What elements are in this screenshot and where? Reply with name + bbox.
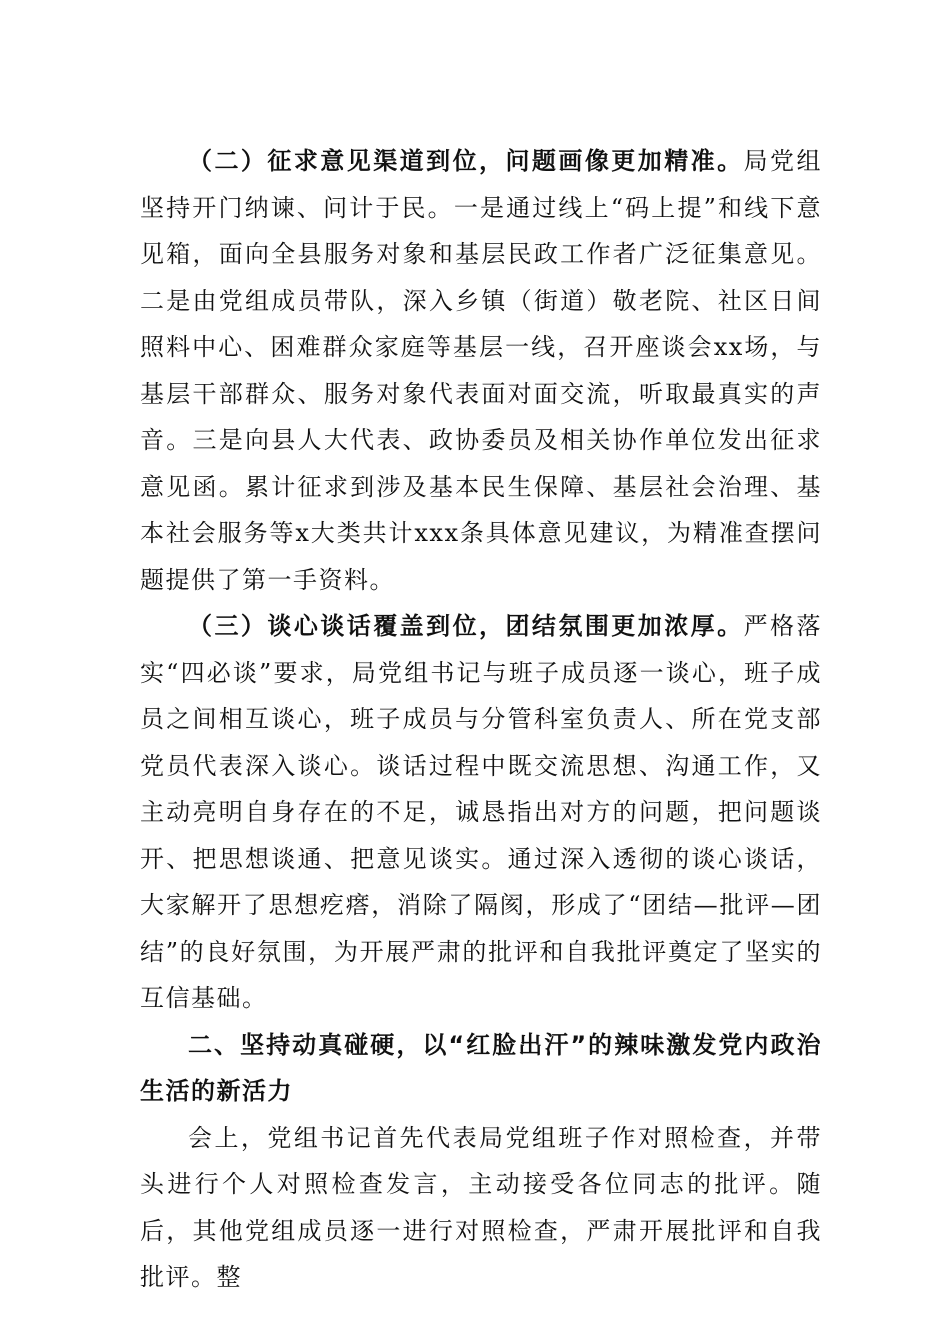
paragraph-section-2 — [140, 138, 822, 603]
heading-part-2: 二、坚持动真碰硬，以“红脸出汗”的辣味激发党内政治生活的新活力 — [140, 1030, 822, 1105]
paragraph-meeting: 会上，党组书记首先代表局党组班子作对照检查，并带头进行个人对照检查发言，主动接受各位同志的批评。随后，其他党组成员逐一进行对照检查，严肃开展批评和自我批评。整 — [140, 1123, 822, 1291]
paragraph-section-3 — [140, 603, 822, 1022]
document-body — [140, 138, 822, 1301]
paragraph-section-2-body: 局党组坚持开门纳谏、问计于民。一是通过线上“码上提”和线下意见箱，面向全县服务对象和基层民政工作者广泛征集意见。二是由党组成员带队，深入乡镇（街道）敬老院、社区日间照料中心、困难群众家庭等基层一线，召开座谈会xx场，与基层干部群众、服务对象代表面对面交流，听取最真实的声音。三是向县人大代表、政协委员及相关协作单位发出征求意见函。累计征求到涉及基本民生保障、基层社会治理、基本社会服务等x大类共计xxx条具体意见建议，为精准查摆问题提供了第一手资料。 — [140, 147, 823, 594]
paragraph-section-3-body: 严格落实“四必谈”要求，局党组书记与班子成员逐一谈心，班子成员之间相互谈心，班子成员与分管科室负责人、所在党支部党员代表深入谈心。谈话过程中既交流思想、沟通工作，又主动亮明自身存在的不足，诚恳指出对方的问题，把问题谈开、把思想谈通、把意见谈实。通过深入透彻的谈心谈话，大家解开了思想疙瘩，消除了隔阂，形成了“团结—批评—团结”的良好氛围，为开展严肃的批评和自我批评奠定了坚实的互信基础。 — [140, 612, 823, 1012]
subheading-section-3: （三）谈心谈话覆盖到位，团结氛围更加浓厚。 — [188, 612, 744, 640]
subheading-section-2: （二）征求意见渠道到位，问题画像更加精准。 — [188, 147, 744, 175]
